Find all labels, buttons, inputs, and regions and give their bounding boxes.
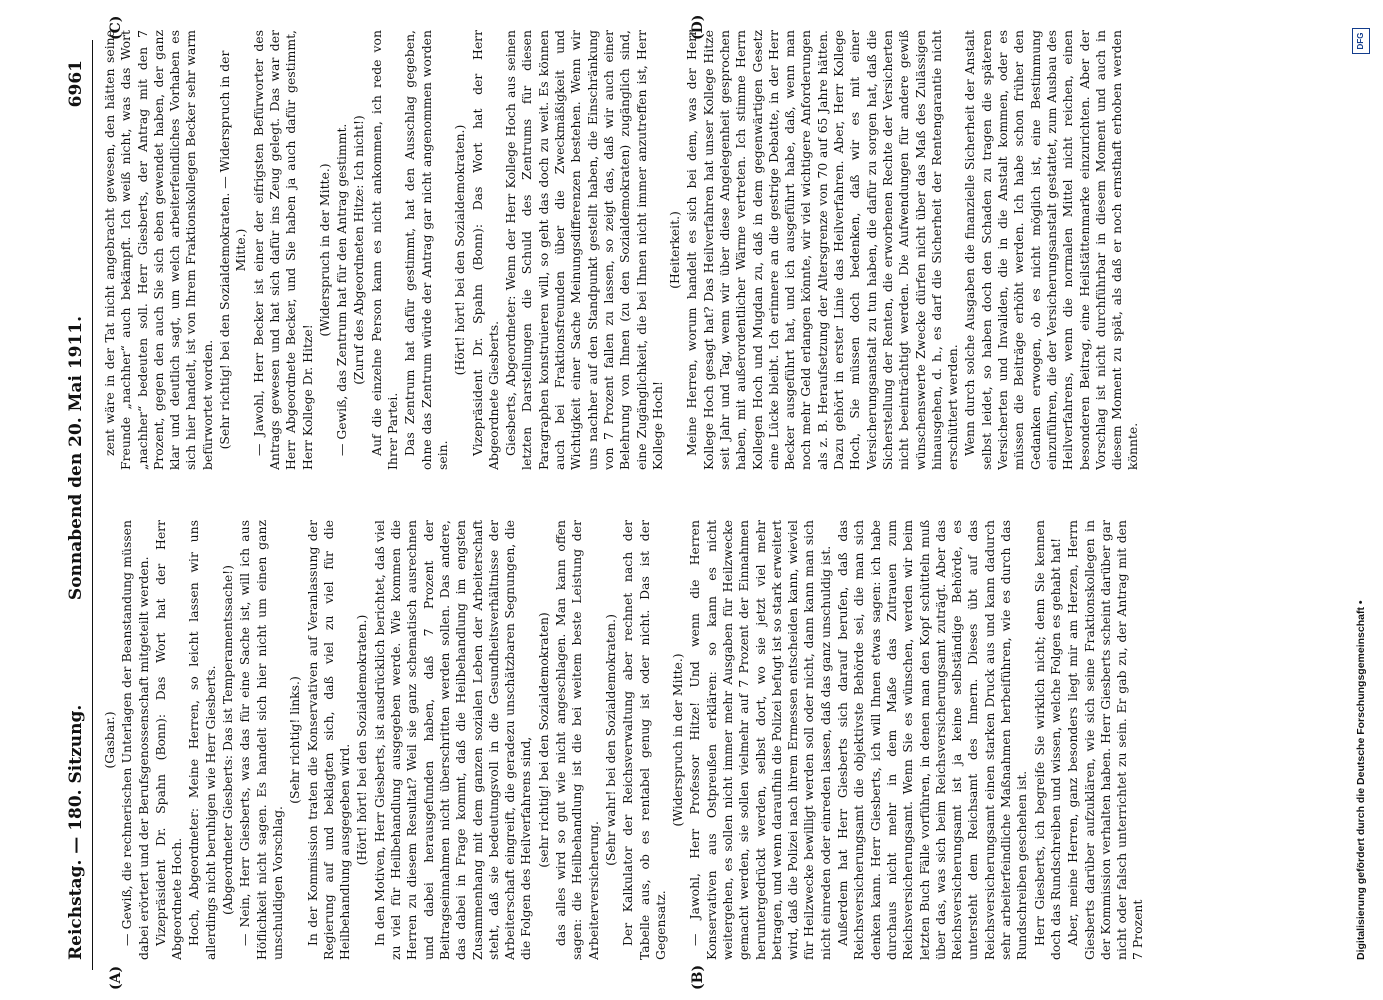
credit-text: Digitalisierung gefördert durch die Deutsche Forschungsgemeinschaft • bbox=[1355, 600, 1367, 960]
paragraph: — Jawohl, Herr Professor Hitze! Und wenn die Herren Konservativen aus Ostpreußen erklären: so kann es nicht weitergehen, es sollen nicht immer mehr Ausgaben für Heilzwecke gemacht werden, sie sollen vielmehr auf 7 Prozent der Einnahmen heruntergedrückt werden, selbst dort, wo sie jetzt viel mehr betragen, und wenn daraufhin die Polizei befugt ist so stark erweitert wird, daß die Polizei nach ihrem Ermessen entscheiden kann, wieviel für Heilzwecke bewilligt werden soll oder nicht, dann kann man sich nicht einreden oder einreden lassen, daß das ganz unschuldig ist. bbox=[687, 520, 833, 960]
paragraph: Vizepräsident Dr. Spahn (Bonn): Das Wort hat der Herr Abgeordnete Giesberts. bbox=[469, 30, 501, 470]
paragraph: In der Kommission traten die Konservativen auf Veranlassung der Regierung auf und beklagten sich, daß viel zu viel für die Heilbehandlung ausgegeben wird. bbox=[304, 520, 353, 960]
paragraph: — Nein, Herr Giesberts, was das für eine Sache ist, will ich aus Höflichkeit nicht sagen. Es handelt sich hier nicht um einen ganz unschuldigen Vorschlag. bbox=[237, 520, 285, 960]
interjection: (Sehr richtig! links.) bbox=[287, 676, 303, 804]
running-head-left: Reichstag. — 180. Sitzung. bbox=[66, 704, 86, 960]
margin-marker-a: (A) bbox=[108, 965, 124, 990]
interjection: (Widerspruch in der Mitte.) bbox=[316, 163, 332, 337]
paragraph: Aber, meine Herren, ganz besonders liegt mir am Herzen, Herrn Giesberts darüber aufzuklären, wie sich seine Fraktionskollegen in der Kommission verhalten haben. Herr Giesberts scheint darüber gar nicht oder falsch unterrichtet zu sein. Er gab zu, der Antrag mit den 7 Prozent bbox=[1065, 520, 1146, 960]
interjection: (Hört! hört! bei den Sozialdemokraten.) bbox=[452, 124, 468, 376]
paragraph: Giesberts, Abgeordneter: Wenn der Herr Kollege Hoch aus seinen letzten Darstellungen die Schuld des Zentrums für diesen Paragraphen konstruieren will, so geht das doch zu weit. Es können auch bei Fraktionsfreunden über die Zweckmäßigkeit und Wichtigkeit einer Sache Meinungsdifferenzen bestehen. Wenn wir uns nachher auf den Standpunkt gestellt haben, die Einschränkung von 7 Prozent fallen zu lassen, so zeigt das, daß wir auch einer Belehrung von Ihnen (zu den Sozialdemokraten) zugänglich sind, eine Zugänglichkeit, die bei Ihnen nicht immer anzutreffen ist, Herr Kollege Hoch! bbox=[503, 30, 665, 470]
text-column-right bbox=[102, 30, 1272, 470]
text-column-left bbox=[102, 520, 1272, 960]
paragraph: Hoch, Abgeordneter: Meine Herren, so leicht lassen wir uns allerdings nicht beruhigen wie Herr Giesberts. bbox=[186, 520, 218, 960]
paragraph: Das Zentrum hat dafür gestimmt, hat den Ausschlag gegeben, ohne das Zentrum würde der Antrag gar nicht angenommen worden sein. bbox=[402, 30, 450, 470]
margin-marker-c: (C) bbox=[108, 15, 124, 40]
interjection: (Heiterkeit.) bbox=[667, 211, 683, 289]
paragraph: — Gewiß, die rechnerischen Unterlagen der Beanstandung müssen dabei erörtert und der Berufsgenossenschaft mitgeteilt werden. bbox=[119, 520, 151, 960]
paragraph: zent wäre in der Tat nicht angebracht gewesen, den hätten seine Freunde „nachher“ auch bekämpft. Ich weiß nicht, was das Wort „nachher“ bedeuten soll. Herr Giesberts, der Antrag mit den 7 Prozent, gegen den auch Sie sich eben gewendet haben, der ganz klar und deutlich sagt, um welch arbeiterfeindliches Vorhaben es sich hier handelt, ist von Ihrem Fraktionskollegen Becker sehr warm befürwortet worden. bbox=[102, 30, 215, 470]
interjection: (Sehr wahr! bei den Sozialdemokraten.) bbox=[602, 614, 618, 866]
header-rule bbox=[92, 40, 93, 970]
paragraph: Herr Giesberts, ich begreife Sie wirklich nicht; denn Sie kennen doch das Rundschreiben und wissen, welche Folgen es gehabt hat! bbox=[1031, 520, 1063, 960]
paragraph: Auf die einzelne Person kann es nicht ankommen, ich rede von Ihrer Partei. bbox=[368, 30, 401, 470]
margin-marker-d: (D) bbox=[690, 14, 706, 40]
paragraph: Vizepräsident Dr. Spahn (Bonn): Das Wort hat der Herr Abgeordnete Hoch. bbox=[152, 520, 185, 960]
interjection: (Hört! hört! bei den Sozialdemokraten.) bbox=[354, 614, 370, 866]
paragraph: das alles wird so gut wie nicht angeschlagen. Man kann offen sagen: die Heilbehandlung ist die bei weitem beste Leistung der Arbeiterversicherung. bbox=[553, 520, 601, 960]
interjection: (Sehr richtig! bei den Sozialdemokraten. — Widerspruch in der Mitte.) bbox=[217, 50, 249, 450]
paragraph: — Gewiß, das Zentrum hat für den Antrag gestimmt. bbox=[334, 123, 350, 456]
speaker-continuation: (Gasbar.) bbox=[102, 711, 117, 769]
paragraph: Außerdem hat Herr Giesberts sich darauf berufen, daß das Reichsversicherungsamt die objektivste Behörde sei, die man sich denken kann. Herr Giesberts, ich will Ihnen etwas sagen: ich habe durchaus nicht mehr in dem Maße das Zutrauen zum Reichsversicherungsamt. Wenn Sie es wünschen, werden wir beim letzten Buch Fälle vorführen, in denen man den Kopf schütteln muß über das, was sich beim Reichsversicherungsamt zuträgt. Aber das Reichsversicherungsamt ist ja keine selbständige Behörde, es untersteht dem Reichsamt des Innern. Dieses übt auf das Reichsversicherungsamt einen starken Druck aus und kann dadurch sehr arbeiterfeindliche Maßnahmen herbeiführen, wie es durch das Rundschreiben geschehen ist. bbox=[835, 520, 1030, 960]
paragraph: — Jawohl, Herr Becker ist einer der eifrigsten Befürworter des Antrags gewesen und hat sich dafür ins Zeug gelegt. Das war der Herr Abgeordnete Becker, und Sie haben ja auch dafür gestimmt, Herr Kollege Dr. Hitze! bbox=[250, 30, 315, 470]
interjection: (Widerspruch in der Mitte.) bbox=[670, 653, 686, 827]
paragraph: Der Kalkulator der Reichsverwaltung aber rechnet nach der Tabelle aus, ob es rentabel genug ist oder nicht. Das ist der Gegensatz. bbox=[620, 520, 668, 960]
digitization-credit bbox=[1350, 0, 1374, 1000]
interjection: (sehr richtig! bei den Sozialdemokraten) bbox=[535, 612, 551, 868]
margin-marker-b: (B) bbox=[690, 964, 706, 990]
running-head-date: Sonnabend den 20. Mai 1911. bbox=[66, 315, 86, 601]
page-number: 6961 bbox=[66, 60, 86, 108]
paragraph: In den Motiven, Herr Giesberts, ist ausdrücklich berichtet, daß viel zu viel für Heilbehandlung ausgegeben werde. Wie kommen die Herren zu diesem Resultat? Weil sie ganz schematisch ausrechnen und dabei herausgefunden haben, daß 7 Prozent der Beitragseinnahmen nicht überschritten werden sollen. Das andere, das dabei in Frage kommt, daß die Heilbehandlung im engsten Zusammenhang mit dem ganzen sozialen Leben der Arbeiterschaft steht, daß sie bedeutungsvoll in die Gesundheitsverhältnisse der Arbeiterschaft eingreift, die geradezu unschätzbaren Segnungen, die die Folgen des Heilverfahrens sind, bbox=[371, 520, 534, 960]
dfg-logo: DFG bbox=[1352, 28, 1370, 54]
paragraph: Meine Herren, worum handelt es sich bei dem, was der Herr Kollege Hoch gesagt hat? Das Heilverfahren hat unser Kollege Hitze seit Jahr und Tag, wenn wir über diese Angelegenheit gesprochen haben, mit außerordentlicher Wärme vertreten. Ich stimme Herrn Kollegen Hoch und Mugdan zu, daß in dem gegenwärtigen Gesetz eine Lücke bleibt. Ich erinnere an die gestrige Debatte, in der Herr Becker ausgeführt hat, und ich ausgeführt habe, daß, wenn man noch mehr Geld erlangen könnte, wir viel wichtigere Anforderungen als z. B. Heraufsetzung der Altersgrenze von 70 auf 65 Jahre hätten. Dazu gehört in erster Linie das Heilverfahren. Aber, Herr Kollege Hoch, Sie müssen doch bedenken, daß wir es mit einer Versicherungsanstalt zu tun haben, die dafür zu sorgen hat, daß die Sicherstellung der Renten, die erworbenen Rechte der Versicherten nicht beeinträchtigt werden. Die Aufwendungen für andere gewiß wünschenswerte Zwecke dürfen nicht über das Maß des Zulässigen hinausgehen, d. h., es darf die Sicherheit der Rentengarantie nicht erschüttert werden. bbox=[684, 30, 961, 470]
interjection: (Zuruf des Abgeordneten Hitze: Ich nicht!) bbox=[351, 115, 367, 385]
paragraph: Wenn durch solche Ausgaben die finanzielle Sicherheit der Anstalt selbst leidet, so haben doch den Schaden zu tragen die späteren Versicherten und Invaliden, die in die Anstalt kommen, oder es müssen die Beiträge erhöht werden. Ich habe schon früher den Gedanken erwogen, ob es nicht möglich ist, eine Bestimmung einzuführen, die der Versicherungsanstalt gestattet, zum Ausbau des Heilverfahrens, wenn die normalen Mittel nicht reichen, einen besonderen Beitrag, eine Heilstättenmarke einzurichten. Aber der Vorschlag ist nicht durchführbar in diesem Moment und auch in diesem Moment zu spät, als daß er noch ernsthaft erhoben werden könnte. bbox=[962, 30, 1141, 470]
interjection: (Abgeordneter Giesberts: Das ist Temperamentssache!) bbox=[220, 565, 236, 915]
